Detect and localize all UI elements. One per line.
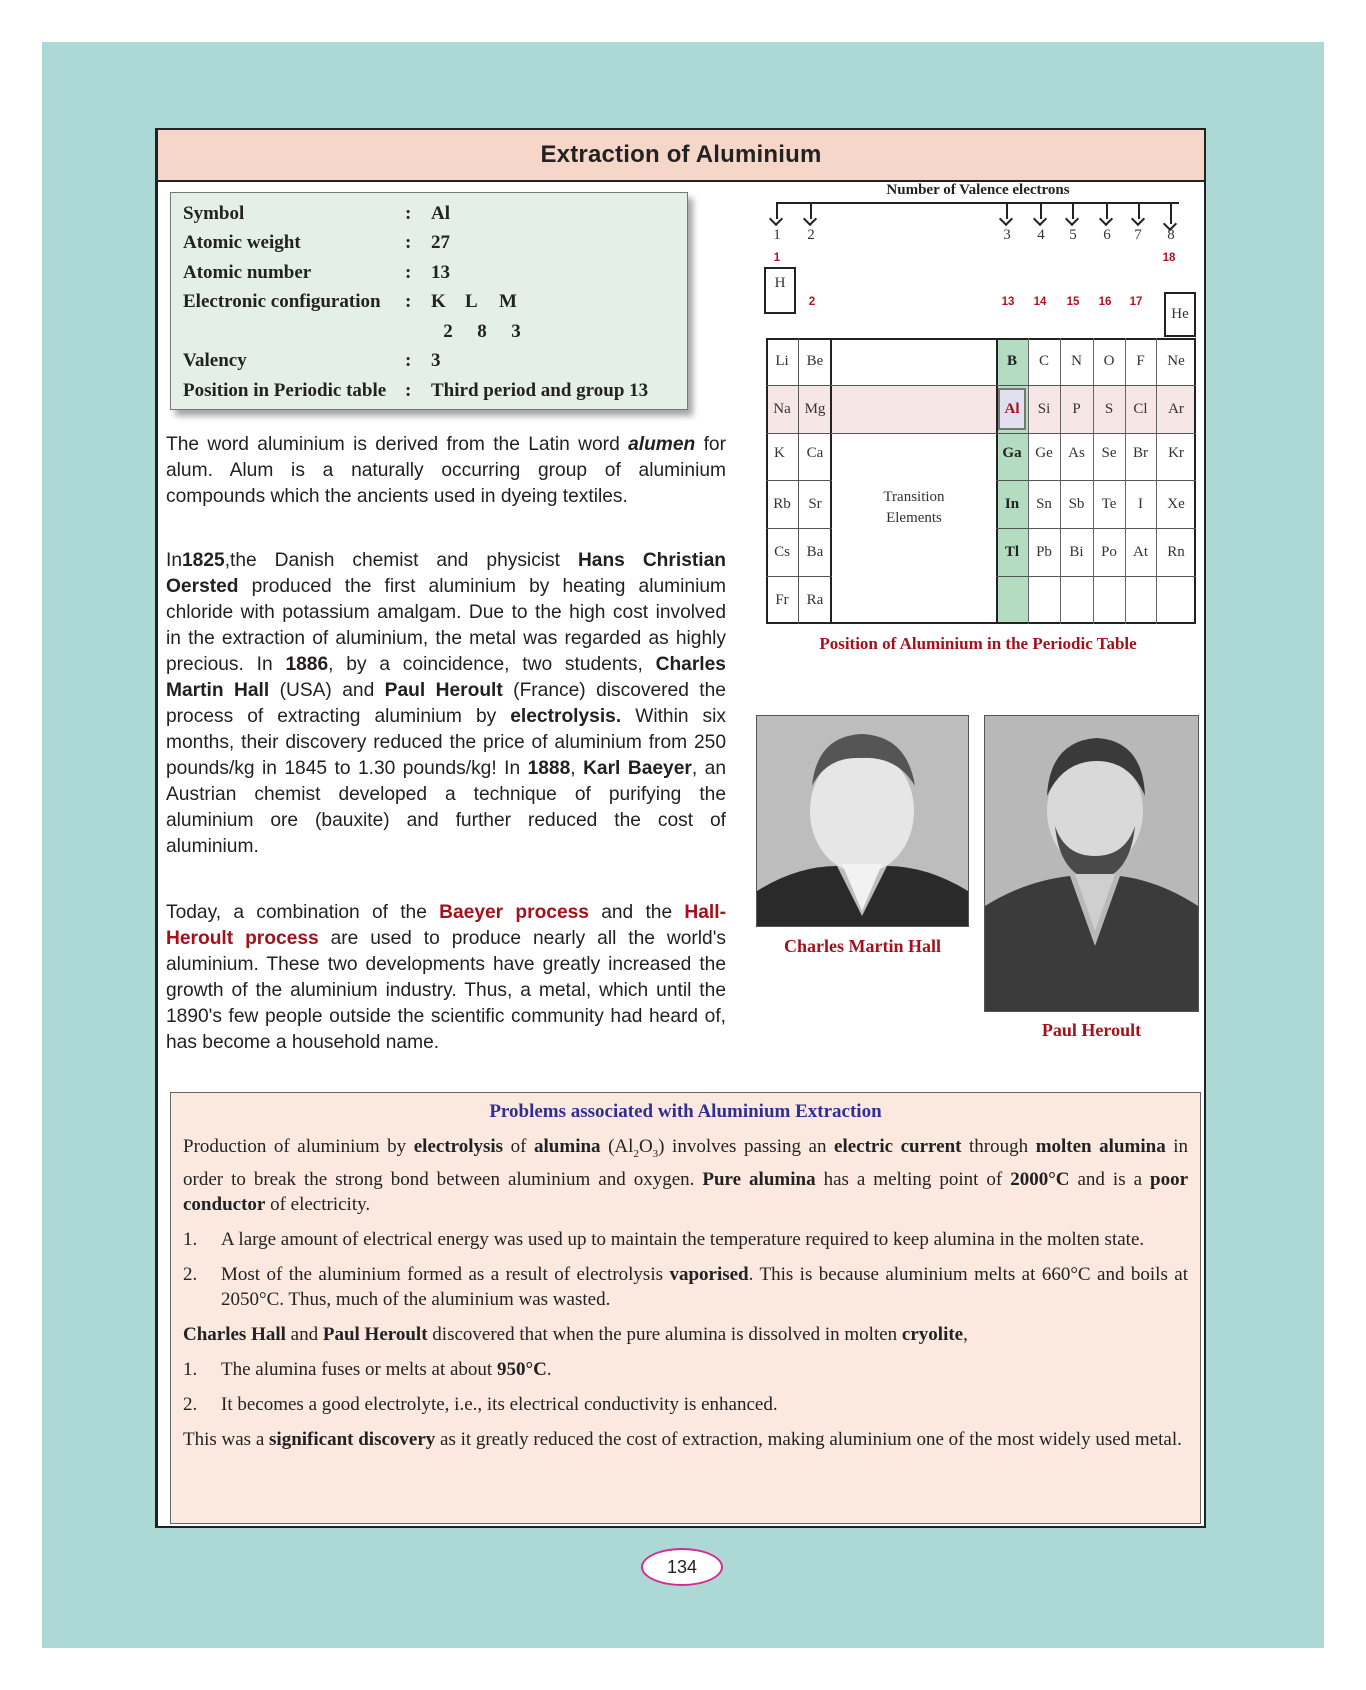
element-Mg: Mg [804, 400, 826, 417]
benefit-list-item [183, 1392, 1188, 1417]
periodic-table-caption: Position of Aluminium in the Periodic Table [819, 634, 1137, 653]
year-1888: 1888 [527, 758, 571, 779]
element-Ga: Ga [1002, 445, 1022, 461]
element-Ge: Ge [1035, 445, 1053, 461]
fact-value: Third period and group 13 [431, 379, 649, 401]
valence-number: 2 [807, 227, 815, 243]
fact-row-atomic-weight [183, 229, 675, 259]
element-Ca: Ca [806, 445, 824, 461]
list-number: 1. [183, 1358, 198, 1380]
text: produced the first aluminium by heating aluminium chloride with potassium amalgam. Due to the high cost involved in the extraction of aluminium, the metal was regarded as highly precious. In [166, 576, 726, 675]
fact-label: Position in Periodic table [183, 379, 387, 401]
element-Al: Al [1004, 400, 1020, 417]
name-hall: Charles Hall [183, 1323, 286, 1345]
fact-colon: : [405, 232, 412, 254]
group-label-17: 17 [1129, 296, 1143, 308]
element-Be: Be [806, 353, 824, 369]
text: Today, a combination of the [166, 902, 440, 923]
group-label-15: 15 [1066, 296, 1080, 308]
fact-colon: : [405, 379, 412, 401]
text: (France) discovered the process of extracting aluminium by [166, 680, 726, 727]
shell-m: M [499, 291, 517, 313]
element-Li: Li [775, 353, 789, 369]
element-Rn: Rn [1167, 543, 1185, 560]
list-number: 2. [183, 1393, 198, 1415]
transition-block [832, 338, 996, 624]
text: are used to produce nearly all the world's aluminium. These two developments have greatly increased the growth of the aluminium industry. Thus, a metal, which until the 1890's few people outside the scientific community had heard of, has become a household name. [166, 928, 726, 1053]
group-label-18: 18 [1162, 252, 1176, 264]
text: This was a [183, 1428, 270, 1450]
element-I: I [1138, 495, 1143, 512]
term: Pure alumina [702, 1168, 816, 1190]
group-label-16: 16 [1098, 296, 1112, 308]
element-Cs: Cs [774, 543, 790, 560]
portrait-silhouette-icon [757, 716, 968, 926]
element-Sn: Sn [1036, 495, 1052, 512]
aluminium-facts-box [170, 192, 688, 410]
element-Se: Se [1101, 445, 1117, 461]
text: The alumina fuses or melts at about [221, 1358, 497, 1380]
photo-paul-heroult [984, 715, 1199, 1012]
list-number: 1. [183, 1228, 198, 1250]
divider [996, 576, 1196, 577]
year-1825: 1825 [182, 550, 225, 571]
element-Ra: Ra [806, 591, 824, 608]
group-label-1: 1 [773, 252, 781, 264]
list-number: 2. [183, 1263, 198, 1285]
shell-count-m: 3 [511, 320, 521, 342]
element-Cl: Cl [1133, 400, 1148, 417]
valence-number: 1 [773, 227, 781, 243]
year-1886: 1886 [285, 654, 329, 675]
term-hall-heroult-process: Hall-Heroult process [166, 902, 726, 949]
text: and [285, 1323, 323, 1345]
element-C: C [1038, 353, 1049, 369]
term: 950°C [496, 1358, 547, 1380]
shell-count-l: 8 [477, 320, 487, 342]
caption-charles-martin-hall: Charles Martin Hall [784, 936, 941, 956]
term: alumina [534, 1136, 601, 1157]
shell-count-k: 2 [443, 320, 453, 342]
fact-label: Atomic number [183, 261, 312, 283]
text: In [166, 550, 183, 571]
element-Tl: Tl [1004, 543, 1020, 560]
element-Bi: Bi [1069, 543, 1084, 560]
page-number: 134 [641, 1548, 723, 1586]
text: for alum. Alum is a naturally occurring group of aluminium compounds which the ancients used in dyeing textiles. [166, 434, 726, 507]
valence-number: 6 [1103, 227, 1111, 243]
fact-colon: : [405, 202, 412, 224]
paragraph-today [166, 900, 726, 1056]
text: O [638, 1136, 653, 1157]
photo-charles-martin-hall [756, 715, 969, 927]
element-As: As [1068, 445, 1085, 461]
portrait-silhouette-icon [985, 716, 1198, 1011]
element-K: K [774, 445, 785, 461]
text: and the [588, 902, 685, 923]
subscript: 3 [652, 1147, 659, 1160]
element-Na: Na [773, 400, 791, 417]
valence-number: 8 [1167, 227, 1175, 243]
list-text: It becomes a good electrolyte, i.e., its electrical conductivity is enhanced. [221, 1393, 778, 1415]
label-line: Transition [883, 489, 945, 505]
shell-counts [431, 321, 675, 343]
text: discovered that when the pure alumina is dissolved in molten [427, 1323, 902, 1345]
element-F: F [1136, 353, 1145, 369]
subscript: 2 [633, 1147, 639, 1160]
problem-list-item [183, 1227, 1188, 1252]
element-Rb: Rb [773, 495, 791, 512]
group-label-13: 13 [1001, 296, 1015, 308]
text: , an Austrian chemist developed a technique of purifying the aluminium ore (bauxite) and further reduced the cost of aluminium. [166, 758, 726, 857]
text: Production of aluminium by [183, 1136, 414, 1157]
fact-colon: : [405, 261, 412, 283]
element-P: P [1072, 400, 1081, 417]
element-symbol: H [774, 275, 786, 291]
element-Te: Te [1101, 495, 1117, 512]
term: vaporised [669, 1263, 749, 1285]
valence-number: 3 [1003, 227, 1011, 243]
element-Ne: Ne [1167, 353, 1185, 369]
problems-intro [183, 1134, 1188, 1217]
element-Si: Si [1037, 400, 1051, 417]
problems-heading: Problems associated with Aluminium Extraction [489, 1101, 882, 1122]
element-symbol: He [1171, 306, 1189, 322]
element-Fr: Fr [775, 591, 789, 608]
caption-paul-heroult: Paul Heroult [1041, 1020, 1142, 1040]
name-oersted: Hans Christian Oersted [166, 550, 726, 597]
element-Ba: Ba [806, 543, 824, 560]
text: Most of the aluminium formed as a result of electrolysis [221, 1263, 670, 1285]
text: through [961, 1136, 1036, 1157]
element-Kr: Kr [1168, 445, 1184, 461]
name-baeyer: Karl Baeyer [583, 758, 692, 779]
text: (USA) and [269, 680, 385, 701]
text: ,the Danish chemist and physicist [224, 550, 578, 571]
list-text [221, 1262, 1188, 1312]
transition-elements-label [832, 487, 996, 529]
discovery-statement [183, 1322, 1188, 1347]
name-heroult: Paul Heroult [322, 1323, 428, 1345]
shell-labels [431, 291, 675, 313]
fact-colon: : [405, 291, 412, 313]
text: . This is because aluminium melts at 660°C and boils at 2050°C. Thus, much of the aluminium was wasted. [221, 1263, 1188, 1310]
text: . [546, 1358, 552, 1380]
shell-k: K [431, 291, 446, 313]
element-Pb: Pb [1036, 543, 1052, 560]
element-Po: Po [1101, 543, 1117, 560]
element-H [764, 267, 796, 314]
fact-label: Electronic configuration [183, 291, 381, 313]
element-N: N [1071, 353, 1082, 369]
fact-row-valency [183, 347, 675, 377]
term: electric current [834, 1136, 962, 1157]
paragraph-etymology [166, 432, 726, 510]
text: , [963, 1323, 968, 1345]
valence-electrons-heading: Number of Valence electrons [886, 182, 1070, 198]
fact-label: Atomic weight [183, 232, 301, 254]
element-B: B [1006, 353, 1017, 369]
content-panel [155, 128, 1206, 1528]
fact-label: Symbol [183, 202, 245, 224]
fact-colon: : [405, 350, 412, 372]
valence-number: 7 [1134, 227, 1142, 243]
problem-list-item [183, 1262, 1188, 1312]
term: significant discovery [269, 1428, 436, 1450]
text: ) involves passing an [658, 1136, 835, 1157]
text: in order to break the strong bond between aluminium and oxygen. [183, 1136, 1189, 1190]
term-electrolysis: electrolysis. [510, 706, 622, 727]
title-bar [158, 130, 1204, 182]
term: 2000°C [1010, 1168, 1070, 1190]
group-label-14: 14 [1033, 296, 1047, 308]
text: , [570, 758, 584, 779]
bracket-line [777, 202, 1179, 204]
page-title: Extraction of Aluminium [540, 141, 822, 168]
fact-value: 3 [431, 350, 441, 372]
term-cryolite: cryolite [901, 1323, 964, 1345]
paragraph-history [166, 548, 726, 860]
problems-box [170, 1092, 1201, 1524]
label-line: Elements [886, 510, 942, 526]
fact-row-position [183, 376, 675, 406]
valence-number: 4 [1037, 227, 1045, 243]
list-text: A large amount of electrical energy was used up to maintain the temperature required to keep alumina in the molten state. [221, 1228, 1145, 1250]
term-baeyer-process: Baeyer process [439, 902, 589, 923]
fact-value: 27 [431, 232, 450, 254]
text: (Al [600, 1136, 634, 1157]
list-text [221, 1357, 1188, 1382]
element-He [1164, 292, 1196, 337]
text: as it greatly reduced the cost of extraction, making aluminium one of the most widely used metal. [435, 1428, 1182, 1450]
text: and is a [1069, 1168, 1150, 1190]
element-S: S [1104, 400, 1114, 417]
text: has a melting point of [815, 1168, 1011, 1190]
text: of [503, 1136, 535, 1157]
fact-value: Al [431, 202, 450, 224]
element-Sb: Sb [1068, 495, 1085, 512]
text: of electricity. [265, 1193, 371, 1215]
element-In: In [1004, 495, 1020, 512]
fact-row-symbol [183, 199, 675, 229]
element-Sr: Sr [808, 495, 822, 512]
fact-label: Valency [183, 350, 247, 372]
benefit-list-item [183, 1357, 1188, 1382]
text: , by a coincidence, two students, [328, 654, 656, 675]
periodic-table-figure [758, 182, 1198, 662]
fact-value: 13 [431, 261, 450, 283]
term: molten alumina [1035, 1136, 1166, 1157]
element-O: O [1103, 353, 1115, 369]
fact-row-atomic-number [183, 258, 675, 288]
element-Ar: Ar [1168, 400, 1184, 417]
text: The word aluminium is derived from the Latin word [166, 434, 629, 455]
name-heroult: Paul Heroult [384, 680, 503, 701]
text: Within six months, their discovery reduced the price of aluminium from 250 pounds/kg in 1845 to 1.30 pounds/kg! In [166, 706, 727, 779]
name-hall: Charles Martin Hall [166, 654, 726, 701]
fact-row-electronic-configuration [183, 288, 675, 318]
element-At: At [1133, 543, 1148, 560]
term: poor conductor [183, 1168, 1188, 1215]
group-label-2: 2 [808, 296, 816, 308]
term-alumen: alumen [628, 434, 696, 455]
element-Xe: Xe [1167, 495, 1185, 512]
shell-l: L [465, 291, 478, 313]
conclusion [183, 1427, 1188, 1452]
element-Br: Br [1133, 445, 1148, 461]
term: electrolysis [413, 1136, 504, 1157]
fact-row-shell-counts [183, 317, 675, 347]
valence-number: 5 [1069, 227, 1077, 243]
